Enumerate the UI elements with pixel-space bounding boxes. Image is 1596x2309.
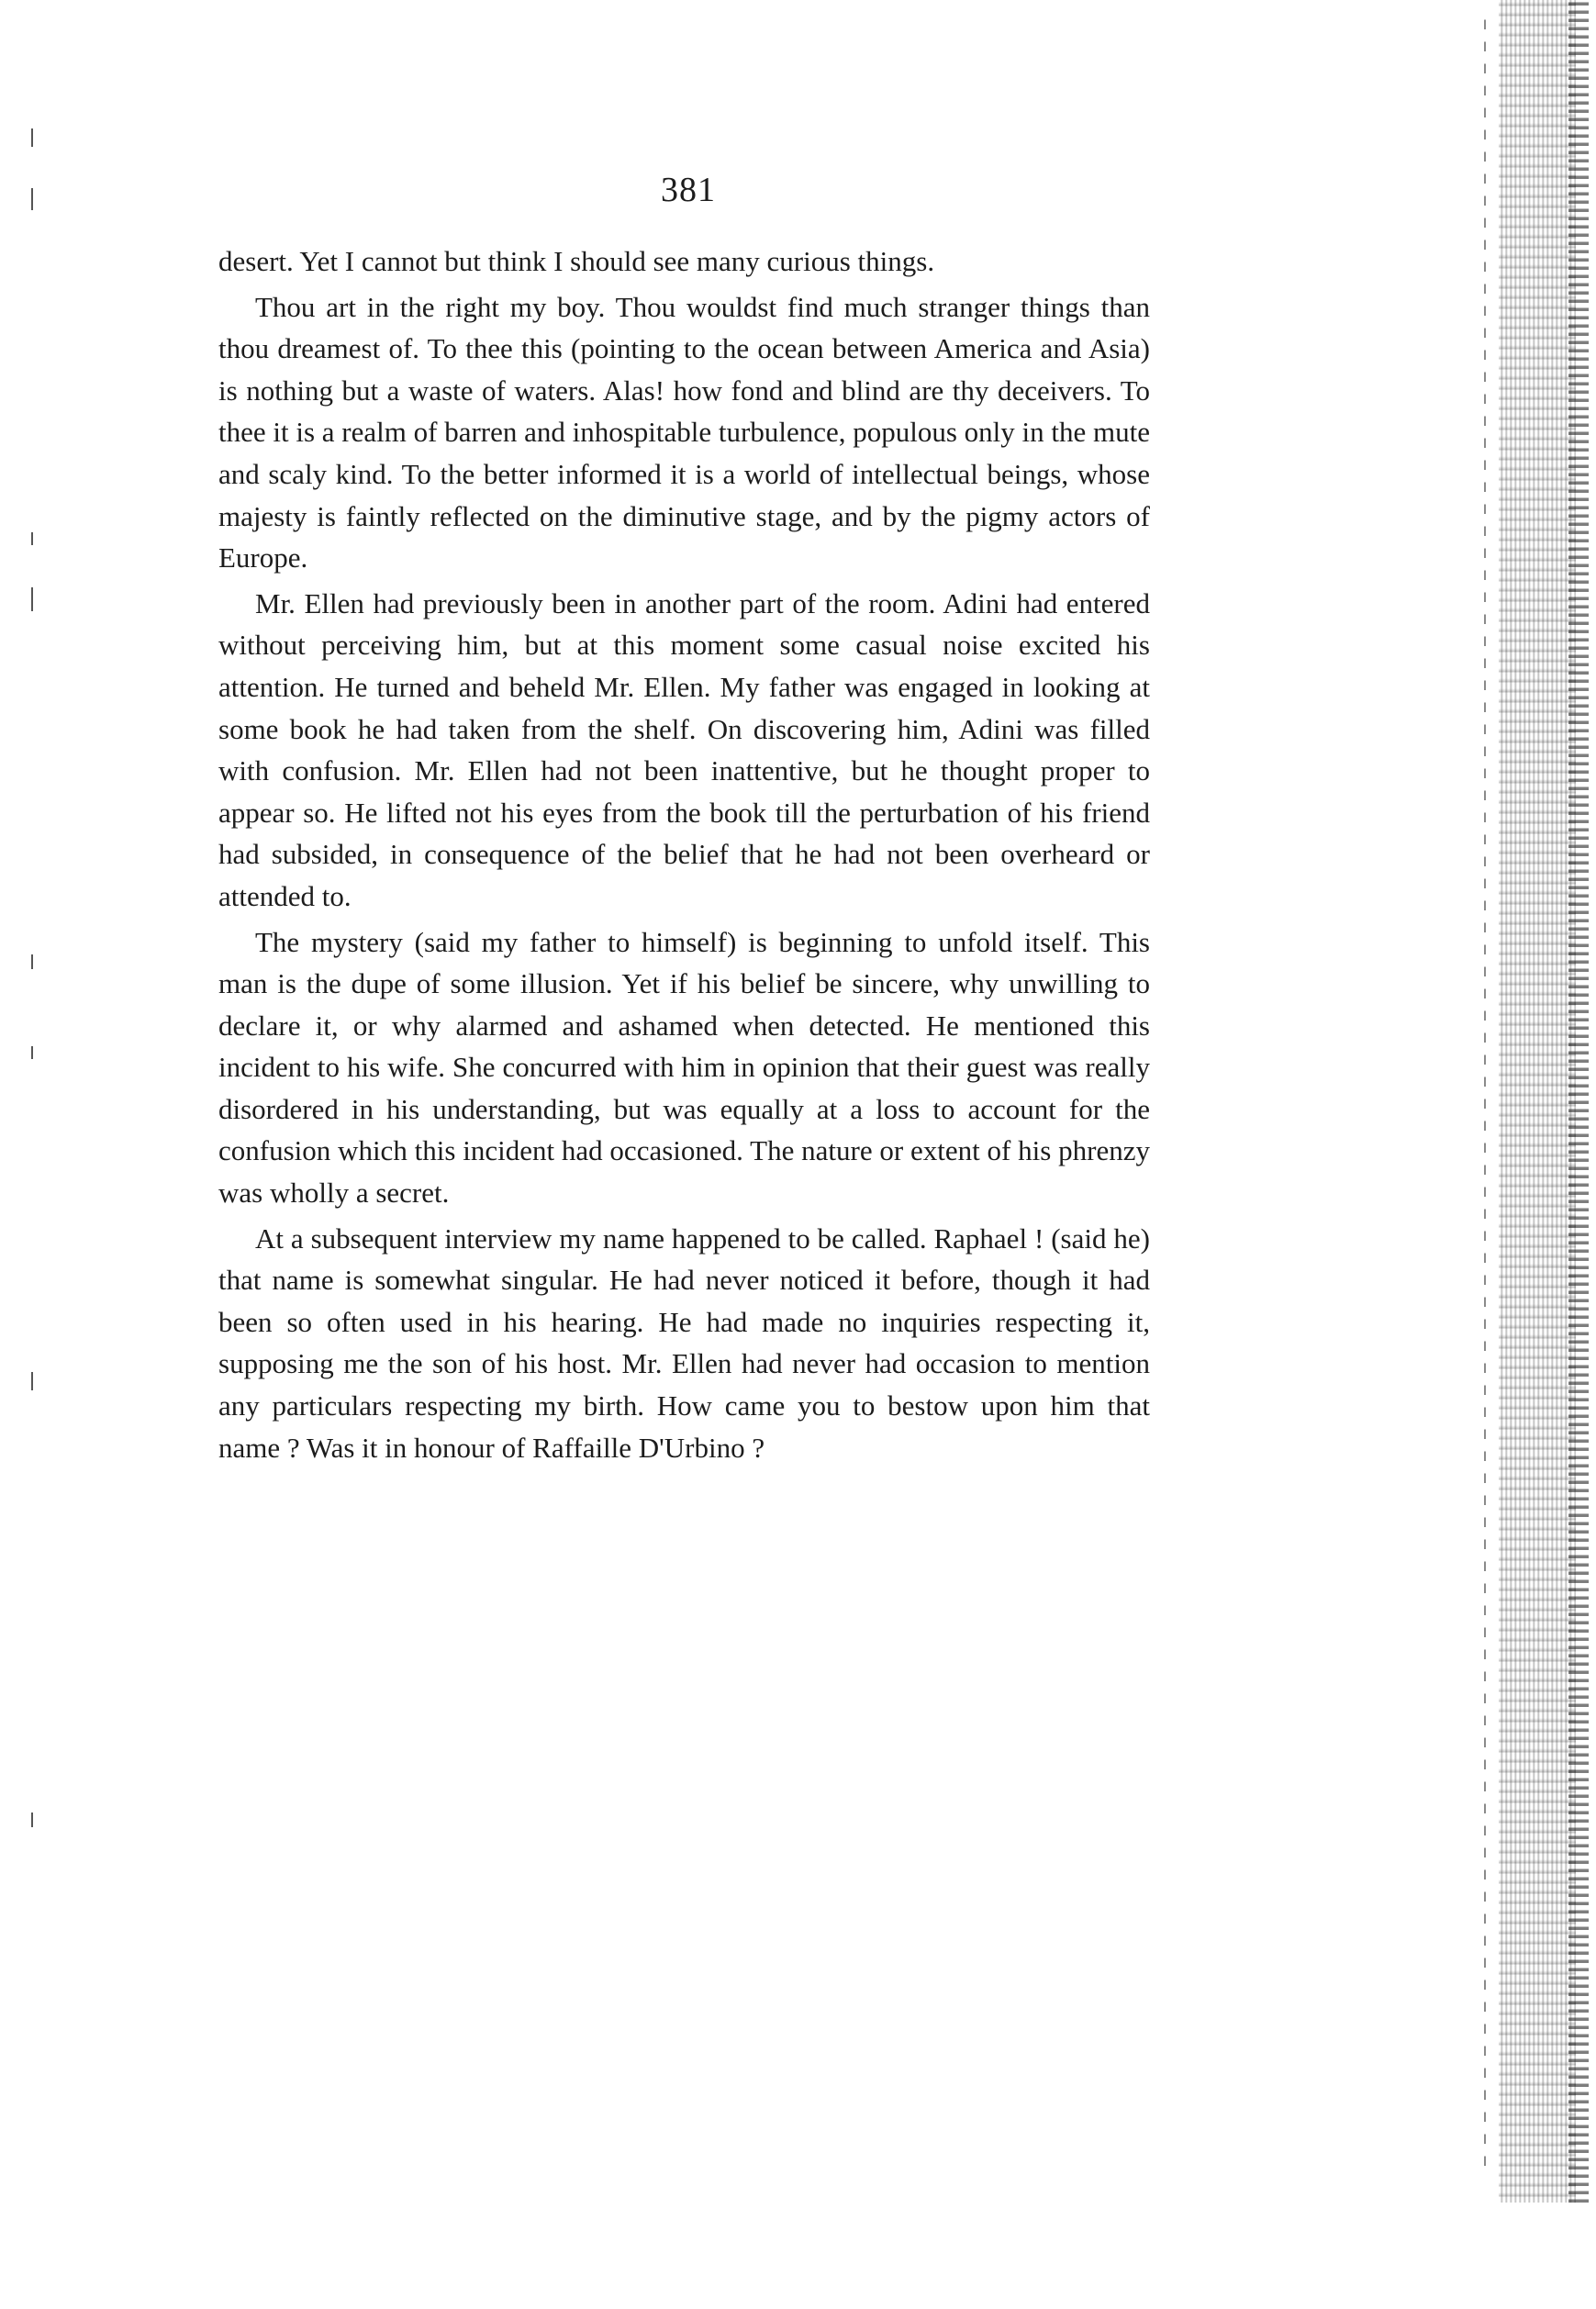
paragraph: desert. Yet I cannot but think I should see many curious things. (218, 245, 935, 277)
body-text (218, 240, 1150, 1468)
page-number: 381 (661, 171, 716, 209)
margin-mark (31, 1813, 33, 1827)
paragraph: The mystery (said my father to himself) is beginning to unfold itself. This man is the dupe of some illusion. Yet if his belief be sincere, why unwilling to declare it, or why alarmed and ashamed when detected. He mentioned this incident to his wife. She concurred with him in opinion that their guest was really disordered in his understanding, but was equally at a loss to account for the confusion which this incident had occasioned. The nature or extent of his phrenzy was wholly a secret. (218, 925, 1150, 1210)
spine-edge (1568, 0, 1589, 2203)
margin-mark (31, 188, 33, 210)
margin-mark (31, 128, 33, 147)
margin-mark (31, 954, 33, 969)
paragraph: At a subsequent interview my name happened to be called. Raphael ! (said he) that name is somewhat singular. He had never noticed it before, though it had been so often used in his hearing. He had made no inquiries respecting it, supposing me the son of his host. Mr. Ellen had never had occasion to mention any particulars respecting my birth. How came you to bestow upon him that name ? Was it in honour of Raffaille D'Urbino ? (218, 1221, 1150, 1464)
paragraph: Thou art in the right my boy. Thou wouldst find much stranger things than thou dreamest of. To thee this (pointing to the ocean between America and Asia) is nothing but a waste of waters. Alas! how fond and blind are thy deceivers. To thee it is a realm of barren and inhospitable turbulence, populous only in the mute and scaly kind. To the better informed it is a world of intellectual beings, whose majesty is faintly reflected on the diminutive stage, and by the pigmy actors of Europe. (218, 290, 1150, 574)
page-stack (1499, 0, 1576, 2203)
margin-mark (31, 587, 33, 611)
book-binding-edge (1468, 0, 1596, 2203)
gutter-line (1484, 9, 1486, 2166)
margin-mark (31, 1046, 33, 1059)
margin-mark (31, 1372, 33, 1390)
paragraph: Mr. Ellen had previously been in another part of the room. Adini had entered without perceiving him, but at this moment some casual noise excited his attention. He turned and beheld Mr. Ellen. My father was engaged in looking at some book he had taken from the shelf. On discovering him, Adini was filled with confusion. Mr. Ellen had not been inattentive, but he thought proper to appear so. He lifted not his eyes from the book till the perturbation of his friend had subsided, in consequence of the belief that he had not been overheard or attended to. (218, 586, 1150, 912)
margin-mark (31, 532, 33, 545)
